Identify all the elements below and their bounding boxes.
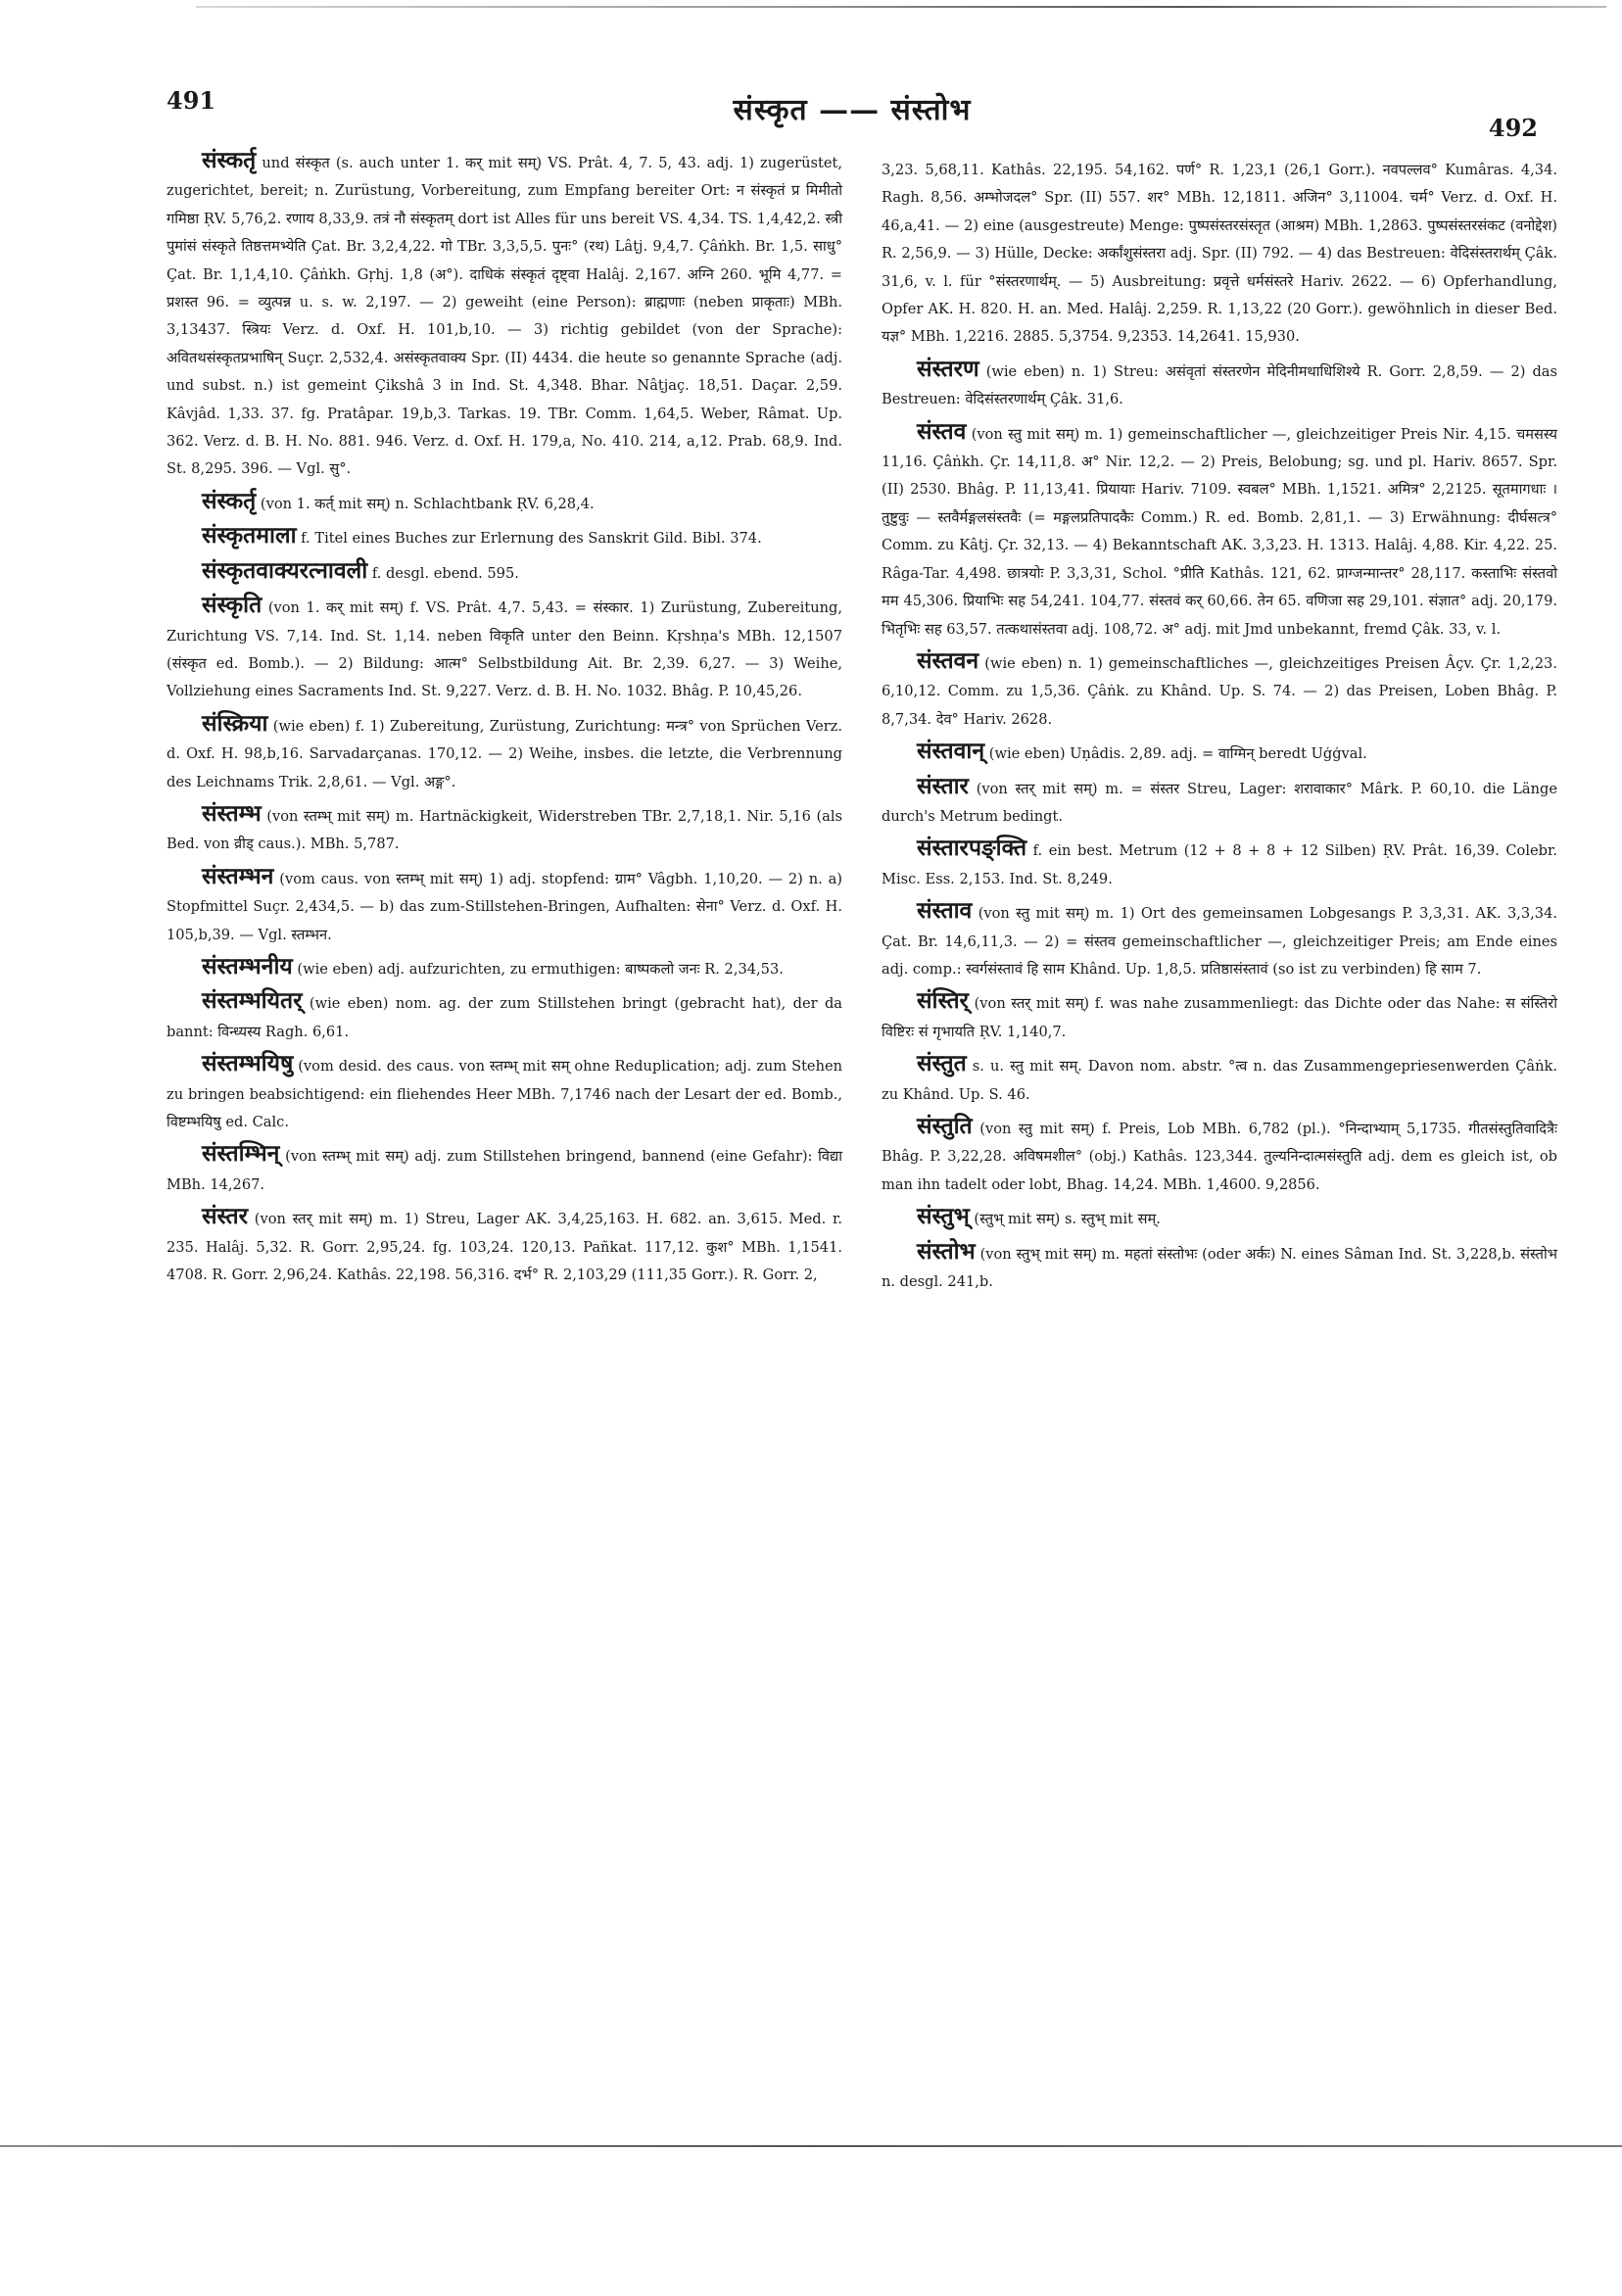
entry-headword: संस्कृतवाक्यरत्नावली — [202, 556, 368, 584]
entry-body: (von 1. कर्त् mit सम्) n. Schlachtbank ṚV. 6,28,4. — [260, 495, 595, 512]
entry-headword: संस्कृति — [202, 592, 262, 619]
entry-body: (von स्तु mit सम्) m. 1) Ort des gemeinsamen Lobgesangs P. 3,3,31. AK. 3,3,34. Çat. Br. 14,6,11,3. — 2) = संस्तव gemeinschaftlicher —, gleichzeitiger Preis; am Ende eines adj. comp.: स्वर्गसंस्तावं हि साम Khând. Up. 1,8,5. प्रतिष्ठासंस्तावं (so ist zu verbinden) हि साम 7. — [882, 905, 1558, 978]
dictionary-entry — [882, 1203, 1557, 1233]
dictionary-entry — [882, 647, 1557, 734]
dictionary-entry — [167, 557, 842, 588]
entry-body: (von स्तर् mit सम्) f. was nahe zusammenliegt: das Dichte oder das Nahe: स संस्तिरो विष्टिरः सं गृभायति ṚV. 1,140,7. — [882, 995, 1558, 1040]
entry-headword: संस्ताव — [917, 897, 973, 925]
dictionary-entry — [882, 835, 1557, 893]
top-rule — [196, 6, 1606, 8]
dictionary-entry — [167, 987, 842, 1046]
dictionary-entry — [167, 800, 842, 859]
entry-body: 3,23. 5,68,11. Kathâs. 22,195. 54,162. पर्ण° R. 1,23,1 (26,1 Gorr.). नवपल्लव° Kumâras. 4,34. Ragh. 8,56. अम्भोजदल° Spr. (II) 557. शर° MBh. 12,1811. अजिन° 3,11004. चर्म° Verz. d. Oxf. H. 46,a,41. — 2) eine (ausgestreute) Menge: पुष्पसंस्तरसंस्तृत (आश्रम) MBh. 1,2863. पुष्पसंस्तरसंकट (वनोद्देश) R. 2,56,9. — 3) Hülle, Decke: अर्कांशुसंस्तरा adj. Spr. (II) 792. — 4) das Bestreuen: वेदिसंस्तरार्थम् Çâk. 31,6, v. l. für °संस्तरणार्थम्. — 5) Ausbreitung: प्रवृत्ते धर्मसंस्तरे Hariv. 2622. — 6) Opferhandlung, Opfer AK. H. 820. H. an. Med. Halâj. 2,259. R. 1,13,22 (20 Gorr.). gewöhnlich in dieser Bed. यज्ञ° MBh. 1,2216. 2885. 5,3754. 9,2353. 14,2641. 15,930. — [882, 162, 1557, 346]
entry-body: (von स्तम्भ् mit सम्) m. Hartnäckigkeit, Widerstreben TBr. 2,7,18,1. Nir. 5,16 (als Bed. von व्रीड् caus.). MBh. 5,787. — [167, 807, 842, 853]
entry-headword: संस्तर — [202, 1203, 249, 1230]
entry-headword: संस्तुत — [917, 1050, 967, 1077]
dictionary-entry — [167, 1050, 842, 1136]
dictionary-entry — [167, 147, 842, 484]
dictionary-entry — [167, 522, 842, 552]
entry-body: f. ein best. Metrum (12 + 8 + 8 + 12 Silben) ṚV. Prât. 16,39. Colebr. Misc. Ess. 2,153. Ind. St. 8,249. — [882, 842, 1557, 887]
dictionary-entry — [882, 773, 1557, 832]
dictionary-entry — [882, 897, 1557, 983]
entry-headword: संस्तार — [917, 772, 969, 799]
entry-headword: संस्तवान् — [917, 738, 985, 765]
entry-body: (von स्तर् mit सम्) m. 1) Streu, Lager AK. 3,4,25,163. H. 682. an. 3,615. Med. r. 235. Halâj. 5,32. R. Gorr. 2,95,24. fg. 103,24. 120,13. Pañkat. 117,12. कुश° MBh. 1,1541. 4708. R. Gorr. 2,96,24. Kathâs. 22,198. 56,316. दर्भ° R. 2,103,29 (111,35 Gorr.). R. Gorr. 2, — [167, 1211, 842, 1284]
entry-body: (wie eben) adj. aufzurichten, zu ermuthigen: बाष्पकलो जनः R. 2,34,53. — [297, 960, 784, 978]
entry-body: (wie eben) n. 1) gemeinschaftliches —, gleichzeitiges Preisen Âçv. Çr. 1,2,23. 6,10,12. Comm. zu 1,5,36. Çâṅk. zu Khând. Up. S. 74. — 2) das Preisen, Loben Bhâg. P. 8,7,34. देव° Hariv. 2628. — [882, 654, 1557, 728]
entry-headword: संस्तम्भिन् — [202, 1140, 280, 1168]
entry-headword: संस्कृतमाला — [202, 522, 297, 550]
page-header — [167, 69, 1538, 142]
entry-body: (von स्तु mit सम्) f. Preis, Lob MBh. 6,782 (pl.). °निन्दाभ्याम् 5,1735. गीतसंस्तुतिवादित्रैः Bhâg. P. 3,22,28. अविषमशील° (obj.) Kathâs. 123,344. तुल्यनिन्दात्मसंस्तुति adj. dem es gleich ist, ob man ihn tadelt oder lobt, Bhag. 14,24. MBh. 1,4600. 9,2856. — [882, 1121, 1557, 1193]
entry-body: (von 1. कर् mit सम्) f. VS. Prât. 4,7. 5,43. = संस्कार. 1) Zurüstung, Zubereitung, Zurichtung VS. 7,14. Ind. St. 1,14. neben विकृति unter den Beinn. Kṛshṇa's MBh. 12,1507 (संस्कृत ed. Bomb.). — 2) Bildung: आत्म° Selbstbildung Ait. Br. 2,39. 6,27. — 3) Weihe, Vollziehung eines Sacraments Ind. St. 9,227. Verz. d. B. H. No. 1032. Bhâg. P. 10,45,26. — [167, 599, 842, 700]
entry-headword: संस्तवन — [917, 646, 979, 674]
dictionary-entry — [882, 356, 1557, 414]
entry-body: (von स्तु mit सम्) m. 1) gemeinschaftlicher —, gleichzeitiger Preis Nir. 4,15. चमसस्य 11,16. Çâṅkh. Çr. 14,11,8. अ° Nir. 12,2. — 2) Preis, Belobung; sg. und pl. Hariv. 8657. Spr. (II) 2530. Bhâg. P. 11,13,41. प्रियायाः Hariv. 7109. स्वबल° MBh. 1,1521. अमित्र° 2,2125. सूतमागधाः । तुष्टुवुः — स्तवैर्मङ्गलसंस्तवैः (= मङ्गलप्रतिपादकैः Comm.) R. ed. Bomb. 2,81,1. — 3) Erwähnung: दीर्घसत्त्र° Comm. zu Kâtj. Çr. 32,13. — 4) Bekanntschaft AK. 3,3,23. H. 1313. Halâj. 4,88. Kir. 4,22. 25. Râga-Tar. 4,498. छात्रयोः P. 3,3,31, Schol. °प्रीति Kathâs. 121, 62. प्राग्जन्मान्तर° 28,117. कस्ताभिः संस्तवो मम 45,306. प्रियाभिः सह 54,241. 104,77. संस्तवं कर् 60,66. तेन 65. वणिजा सह 29,101. संज्ञात° adj. 20,179. भितृभिः सह 63,57. तत्कथासंस्तवा adj. 108,72. अ° adj. mit Jmd unbekannt, fremd Çâk. 33, v. l. — [882, 425, 1557, 638]
entry-headword: संस्तोभ — [917, 1237, 976, 1265]
entry-body: (wie eben) nom. ag. der zum Stillstehen bringt (gebracht hat), der da bannt: विन्ध्यस्य Ragh. 6,61. — [167, 995, 842, 1040]
entry-headword: संस्तम्भनीय — [202, 952, 293, 980]
entry-headword: संस्तिर् — [917, 987, 969, 1015]
entry-headword: संस्तम्भयितर् — [202, 987, 303, 1015]
entry-headword: संस्तारपङ्क्ति — [917, 835, 1027, 862]
bottom-rule — [0, 2145, 1622, 2147]
entry-body: f. desgl. ebend. 595. — [371, 564, 519, 582]
entry-headword: संस्कर्तृ — [202, 147, 257, 173]
entry-body: s. u. स्तु mit सम्. Davon nom. abstr. °त्व n. das Zusammengepriesenwerden Çâṅk. zu Khând. Up. S. 46. — [882, 1058, 1557, 1103]
dictionary-entry — [882, 418, 1557, 644]
entry-body: (wie eben) Uṇâdis. 2,89. adj. = वाग्मिन् beredt Uģģval. — [988, 745, 1367, 763]
entry-headword: संस्तम्भयिषु — [202, 1050, 294, 1077]
dictionary-entry — [167, 488, 842, 518]
dictionary-entry — [882, 738, 1557, 768]
dictionary-entry — [882, 1050, 1557, 1109]
entry-headword: संस्तरण — [917, 355, 979, 382]
entry-headword: संस्तव — [917, 417, 967, 445]
dictionary-entry — [882, 157, 1557, 352]
entry-headword: संस्तम्भ — [202, 799, 262, 827]
dictionary-entry — [167, 1140, 842, 1199]
entry-body: (wie eben) n. 1) Streu: असंवृतां संस्तरणेन मेदिनीमथाधिशिश्ये R. Gorr. 2,8,59. — 2) das Bestreuen: वेदिसंस्तरणार्थम् Çâk. 31,6. — [882, 362, 1557, 408]
entry-headword: संस्क्रिया — [202, 709, 268, 737]
entry-headword: संस्तुभ् — [917, 1203, 970, 1230]
dictionary-entry — [882, 1238, 1557, 1297]
entry-body: (vom caus. von स्तम्भ् mit सम्) 1) adj. stopfend: ग्राम° Vâgbh. 1,10,20. — 2) n. a) Stopfmittel Suçr. 2,434,5. — b) das zum-Stillstehen-Bringen, Aufhalten: सेना° Verz. d. Oxf. H. 105,b,39. — Vgl. स्तम्भन. — [167, 870, 842, 943]
dictionary-entry — [167, 1203, 842, 1289]
page-number-right: 492 — [1488, 114, 1538, 142]
entry-body: (von स्तुभ् mit सम्) m. महतां संस्तोभः (oder अर्कः) N. eines Sâman Ind. St. 3,228,b. संस्तोभ n. desgl. 241,b. — [882, 1245, 1558, 1291]
dictionary-entry — [882, 987, 1557, 1046]
entry-headword: संस्तम्भन — [202, 862, 274, 889]
entry-body: (vom desid. des caus. von स्तम्भ् mit सम् ohne Reduplication; adj. zum Stehen zu bringen beabsichtigend: ein fliehendes Heer MBh. 7,1746 nach der Lesart der ed. Bomb., विष्टम्भयिषु ed. Calc. — [167, 1058, 843, 1130]
dictionary-entry — [167, 953, 842, 983]
running-title: संस्कृत —— संस्तोभ — [733, 93, 972, 127]
entry-body: f. Titel eines Buches zur Erlernung des Sanskrit Gild. Bibl. 374. — [301, 530, 762, 548]
entry-headword: संस्कर्तृ — [202, 487, 257, 514]
dictionary-entry — [167, 863, 842, 949]
dictionary-entry — [882, 1113, 1557, 1199]
dictionary-entry — [167, 592, 842, 706]
entry-body: (von स्तर् mit सम्) m. = संस्तर Streu, Lager: शरावाकार° Mârk. P. 60,10. die Länge durch's Metrum bedingt. — [882, 780, 1557, 825]
entry-body: und संस्कृत (s. auch unter 1. कर् mit सम्) VS. Prât. 4, 7. 5, 43. adj. 1) zugerüstet, zugerichtet, bereit; n. Zurüstung, Vorbereitung, zum Empfang bereiter Ort: न संस्कृतं प्र मिमीतो गमिष्ठा ṚV. 5,76,2. रणाय 8,33,9. तत्रं नौ संस्कृतम् dort ist Alles für uns bereit VS. 4,34. TS. 1,4,42,2. स्त्री पुमांसं संस्कृते तिष्ठत्तमभ्येति Çat. Br. 3,2,4,22. गो TBr. 3,3,5,5. पुनः° (रथ) Lâṭj. 9,4,7. Çâṅkh. Br. 1,5. साधु° Çat. Br. 1,1,4,10. Çâṅkh. Gṛhj. 1,8 (अ°). दाधिकं संस्कृतं दृष्ट्वा Halâj. 2,167. अग्नि 260. भूमि 4,77. = प्रशस्त 96. = व्युत्पन्न u. s. w. 2,197. — 2) geweiht (eine Person): ब्राह्मणाः (neben प्राकृताः) MBh. 3,13437. स्त्रियः Verz. d. Oxf. H. 101,b,10. — 3) richtig gebildet (von der Sprache): अवितथसंस्कृतप्रभाषिन् Suçr. 2,532,4. असंस्कृतवाक्य Spr. (II) 4434. die heute so genannte Sprache (adj. und subst. n.) ist gemeint Çikshâ 3 in Ind. St. 4,348. Bhar. Nâṭjaç. 18,51. Daçar. 2,59. Kâvjâd. 1,33. 37. fg. Pratâpar. 19,b,3. Tarkas. 19. TBr. Comm. 1,64,5. Weber, Râmat. Up. 362. Verz. d. B. H. No. 881. 946. Verz. d. Oxf. H. 179,a, No. 410. 214, a,12. Prab. 68,9. Ind. St. 8,295. 396. — Vgl. सु°. — [167, 155, 842, 478]
entry-body: (स्तुभ् mit सम्) s. स्तुभ् mit सम्. — [974, 1211, 1161, 1228]
entry-body: (wie eben) f. 1) Zubereitung, Zurüstung, Zurichtung: मन्त्र° von Sprüchen Verz. d. Oxf. H. 98,b,16. Sarvadarçanas. 170,12. — 2) Weihe, insbes. die letzte, die Verbrennung des Leichnams Trik. 2,8,61. — Vgl. अङ्ग°. — [167, 717, 843, 790]
dictionary-entry — [167, 710, 842, 796]
left-column — [167, 147, 842, 1293]
page-number-left: 491 — [167, 86, 216, 115]
entry-headword: संस्तुति — [917, 1113, 973, 1139]
entry-body: (von स्तम्भ् mit सम्) adj. zum Stillstehen bringend, bannend (eine Gefahr): विद्या MBh. 14,267. — [167, 1148, 843, 1193]
right-column — [882, 157, 1557, 1300]
